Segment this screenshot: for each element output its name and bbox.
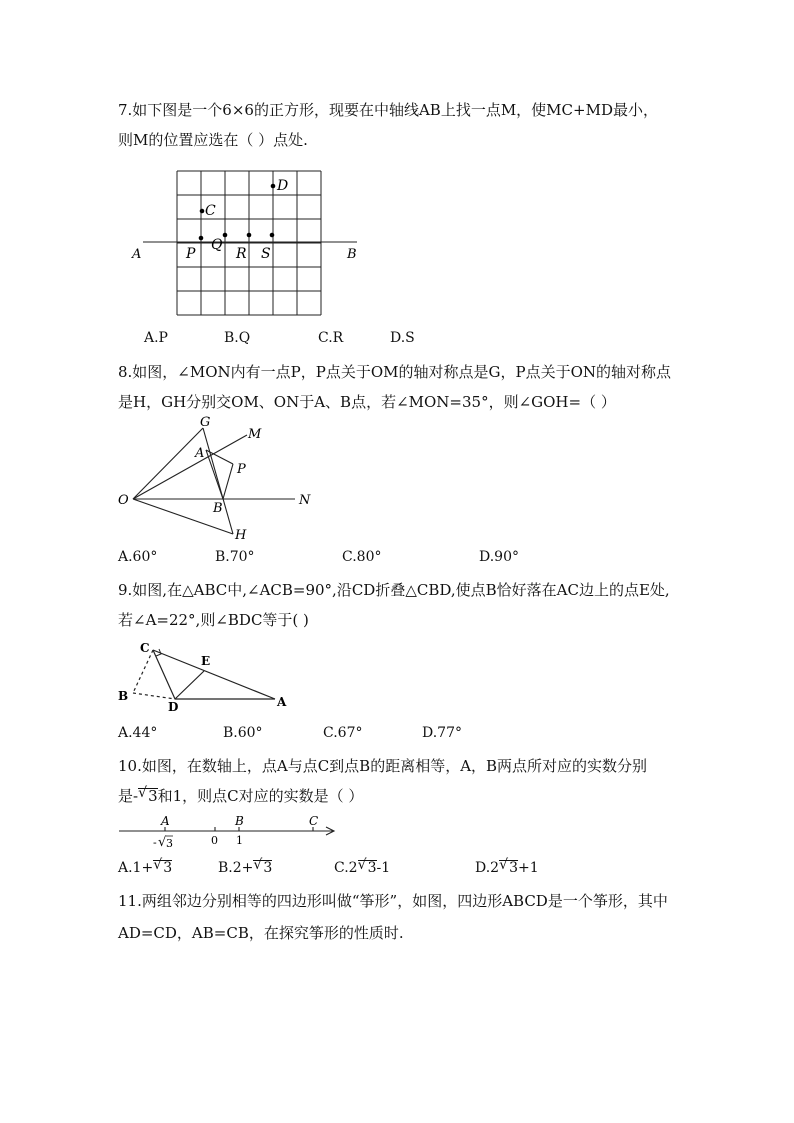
q10-option-b: B.2+ √ 3 [218,857,273,876]
q10-line2: 是- √ 3和1，则点C对应的实数是（ ） [118,785,364,805]
q11-line1: 11.两组邻边分别相等的四边形叫做“筝形”，如图，四边形ABCD是一个筝形，其中 [118,892,668,910]
sqrt-icon: √ [158,835,167,850]
label-C: C [309,814,319,828]
label-A: A [161,814,170,828]
sqrt-icon: √ 3 [253,857,273,876]
label-D: D [168,700,179,714]
q10-option-c: C.2 √ 3-1 [334,857,391,876]
label-one: 1 [236,834,243,847]
q9-option-a: A.44° [118,725,158,741]
q8-option-d: D.90° [479,549,519,565]
q8-option-b: B.70° [215,549,255,565]
label-A: A [132,247,142,262]
label-Q: Q [211,237,223,253]
label-D: D [277,178,289,194]
label-neg: - [153,836,157,849]
q9-option-d: D.77° [422,725,462,741]
sqrt-icon: √ 3 [499,857,519,876]
q10-option-a: A.1+ √ 3 [118,857,173,876]
q9-option-c: C.67° [323,725,363,741]
label-B: B [118,689,129,703]
q9-option-b: B.60° [223,725,263,741]
q9-line2: 若∠A=22°,则∠BDC等于( ) [118,611,309,629]
q8-figure [115,415,315,543]
sqrt-icon: √ 3 [357,857,377,876]
label-B: B [213,501,223,516]
q8-line1: 8.如图，∠MON内有一点P，P点关于OM的轴对称点是G，P点关于ON的轴对称点 [118,363,672,381]
sqrt-icon: √ 3 [153,857,173,876]
q7-line2: 则M的位置应选在（ ）点处. [118,131,308,149]
label-H: H [235,528,247,543]
q9-figure [115,638,295,714]
q9-line1: 9.如图,在△ABC中,∠ACB=90°,沿CD折叠△CBD,使点B恰好落在AC边上的点E处, [118,581,670,599]
label-P: P [186,246,196,262]
label-S: S [261,246,271,262]
q8-line2: 是H，GH分别交OM、ON于A、B点，若∠MON=35°，则∠GOH=（ ） [118,393,616,411]
label-C: C [140,641,150,655]
label-O: O [118,493,129,508]
label-C: C [205,203,216,219]
q7-option-a: A.P [144,330,168,346]
label-rad: 3 [166,837,173,850]
label-M: M [248,427,262,442]
label-N: N [299,493,311,508]
q7-option-c: C.R [318,330,344,346]
q7-option-d: D.S [390,330,415,346]
label-A: A [195,446,205,461]
q8-option-c: C.80° [342,549,382,565]
label-G: G [200,415,211,430]
q8-option-a: A.60° [118,549,158,565]
label-R: R [236,246,247,262]
q11-line2: AD=CD，AB=CB，在探究筝形的性质时. [118,924,404,942]
label-B: B [235,814,244,828]
label-P: P [237,462,246,477]
q10-number-line [115,810,345,852]
q7-line1: 7.如下图是一个6×6的正方形，现要在中轴线AB上找一点M，使MC+MD最小， [118,101,658,119]
label-E: E [201,654,211,668]
q10-option-d: D.2 √ 3+1 [475,857,539,876]
label-A: A [277,695,287,709]
q10-line1: 10.如图，在数轴上，点A与点C到点B的距离相等，A，B两点所对应的实数分别 [118,757,648,775]
q7-grid-figure [125,165,375,320]
sqrt-icon: √ 3 [138,785,158,805]
label-B: B [347,247,357,262]
q7-option-b: B.Q [224,330,251,346]
label-zero: 0 [211,834,218,847]
